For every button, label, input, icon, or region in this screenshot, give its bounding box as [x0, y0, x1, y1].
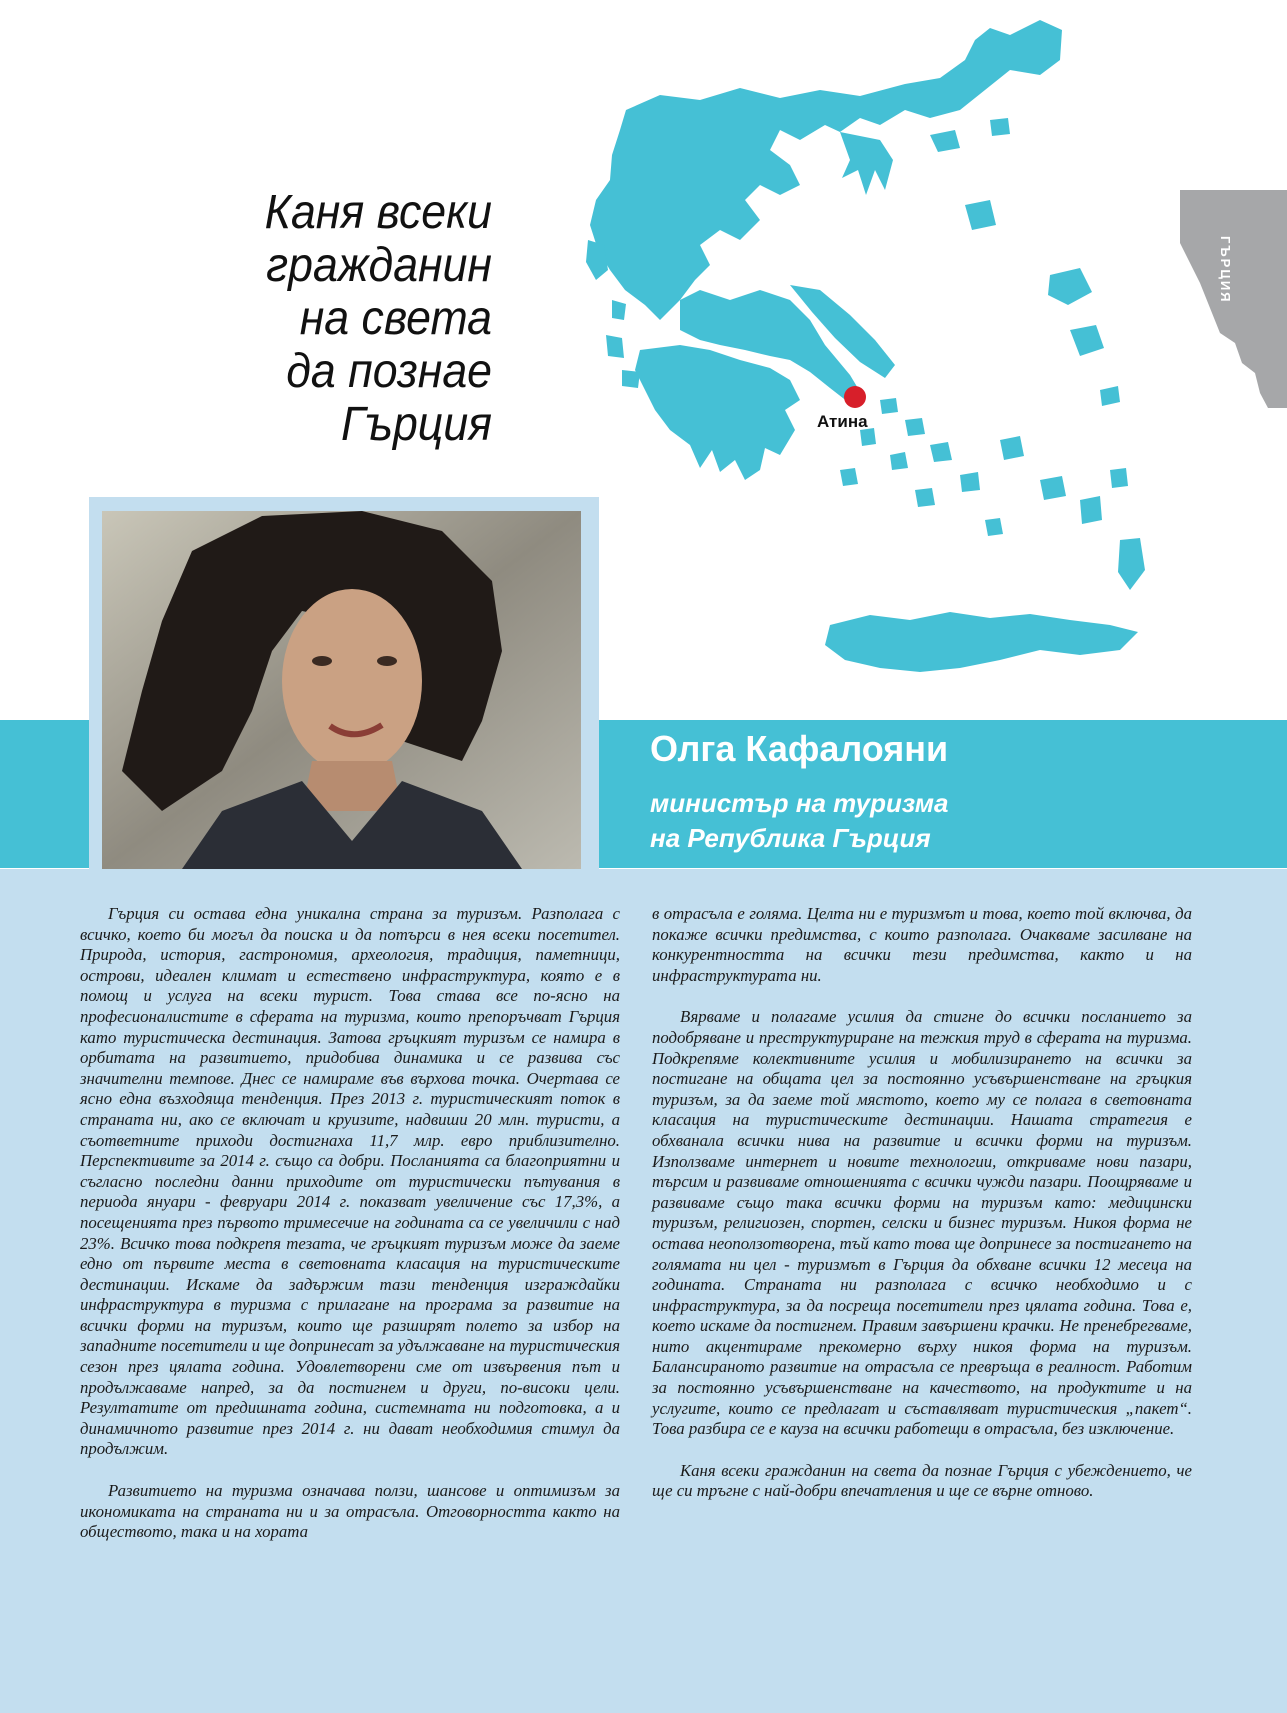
article-column-left [80, 904, 620, 1564]
paragraph: Вярваме и полагаме усилия да стигне до всички посланието за подобряване и преструктуриране на тежкия труд в сферата на туризма. Подкрепяме колективните усилия и мобилизирането на всички за постигане на общата цел за постоянно усъвършенстване на гръцкия туризъм, за да заеме той мястото, което му се полага в световната класация на туристическите дестинации. Нашата стратегия е обхванала всички нива на развитие и всички форми на туризъм. Използваме интернет и новите технологии, откриваме нови пазари, търсим и развиваме отношенията с всички чужди пазари. Поощряваме и развиваме също така всички форми на туризъм като: медицински туризъм, религиозен, спортен, селски и бизнес туризъм. Никоя форма не остава неоползотворена, тъй като това ще допринесе за постигането на голямата ни цел - туризмът в Гърция да обхване всички 12 месеца на годината. Страната ни разполага с всичко необходимо и с инфраструктура, за да посреща посетители през цялата година. Това е, което искаме да постигнем. Правим завършени крачки. Не пренебрегваме, нито акцентираме прекомерно върху никоя форма на туризъм. Балансираното развитие на отрасъла се превръща в реалност. Работим за постоянно усъвършенстване на качеството, на продуктите и на услугите, които се предлагат и съставляват туристическия „пакет“. Това разбира се е кауза на всички работещи в отрасъла, без изключение. [652, 1007, 1192, 1439]
athens-marker [844, 386, 866, 408]
portrait-photo [102, 511, 581, 869]
headline-line: да познае [286, 345, 492, 398]
paragraph: Развитието на туризма означава ползи, шансове и оптимизъм за икономиката на страната ни и за отрасъла. Отговорността както на обществото, така и на хората [80, 1481, 620, 1542]
headline-line: гражданин [266, 239, 492, 292]
person-role [650, 786, 948, 856]
headline-line: Каня всеки [264, 186, 492, 239]
city-label: Атина [817, 412, 868, 431]
headline-line: Гърция [340, 398, 492, 451]
headline-line: на света [299, 292, 492, 345]
role-line: министър на туризма [650, 788, 949, 818]
greece-map [540, 0, 1200, 700]
role-line: на Република Гърция [650, 823, 931, 853]
article-column-right [652, 904, 1192, 1523]
paragraph: Гърция си остава една уникална страна за туризъм. Разполага с всичко, което би могъл да поиска и да потърси в нея всеки посетител. Природа, история, гастрономия, археология, традиция, паметници, острови, идеален климат и естествено инфраструктура, която е в помощ и услуга на всеки турист. Това става все по-ясно на професионалистите в сферата на туризма, които препоръчват Гърция като туристическа дестинация. Затова гръцкият туризъм се намира в орбитата на развитието, придобива динамика и се развива със значителни темпове. Днес се намираме във върхова точка. Очертава се ясно една възходяща тенденция. През 2013 г. туристическият поток в страната ни, ако се включат и круизите, надвиши 20 млн. туристи, а съответните приходи достигнаха 11,7 млр. евро приблизително. Перспективите за 2014 г. също са добри. Посланията са благоприятни и съгласно последни данни приходите от туристически пътувания в периода януари - февруари 2014 г. показват увеличение със 17,3%, а посещенията през първото тримесечие на годината са се увеличили с над 23%. Всичко това подкрепя тезата, че гръцкият туризъм може да заеме едно от първите места в световната класация на туристическите дестинации. Искаме да задържим тази тенденция изграждайки инфраструктура в туризма с прилагане на програма за развитие на всички форми на туризъм, които ще разширят полето за избор на западните посетители и ще допринесат за удължаване на туристическия сезон през цялата година. Удовлетворени сме от извървения път и продължаваме напред, за да постигнем и други, по-високи цели. Резултатите от предишната година, системната ни подготовка, а и динамичното развитие през 2014 г. ни дават необходимия стимул да продължим. [80, 904, 620, 1459]
neighbor-map-shape [1180, 213, 1287, 408]
person-name: Олга Кафалояни [650, 728, 949, 769]
paragraph: Каня всеки гражданин на света да познае Гърция с убеждението, че ще си тръгне с най-добри впечатления и ще се върне отново. [652, 1460, 1192, 1501]
headline [202, 186, 492, 451]
section-label: ГЪРЦИЯ [1218, 236, 1233, 304]
section-tab [1180, 190, 1287, 213]
paragraph: в отрасъла е голяма. Целта ни е туризмът и това, което той включва, да покаже всички предимства, с които разполага. Очакваме засилване на конкурентността на всички тези предимства, както и на инфраструктурата ни. [652, 904, 1192, 985]
